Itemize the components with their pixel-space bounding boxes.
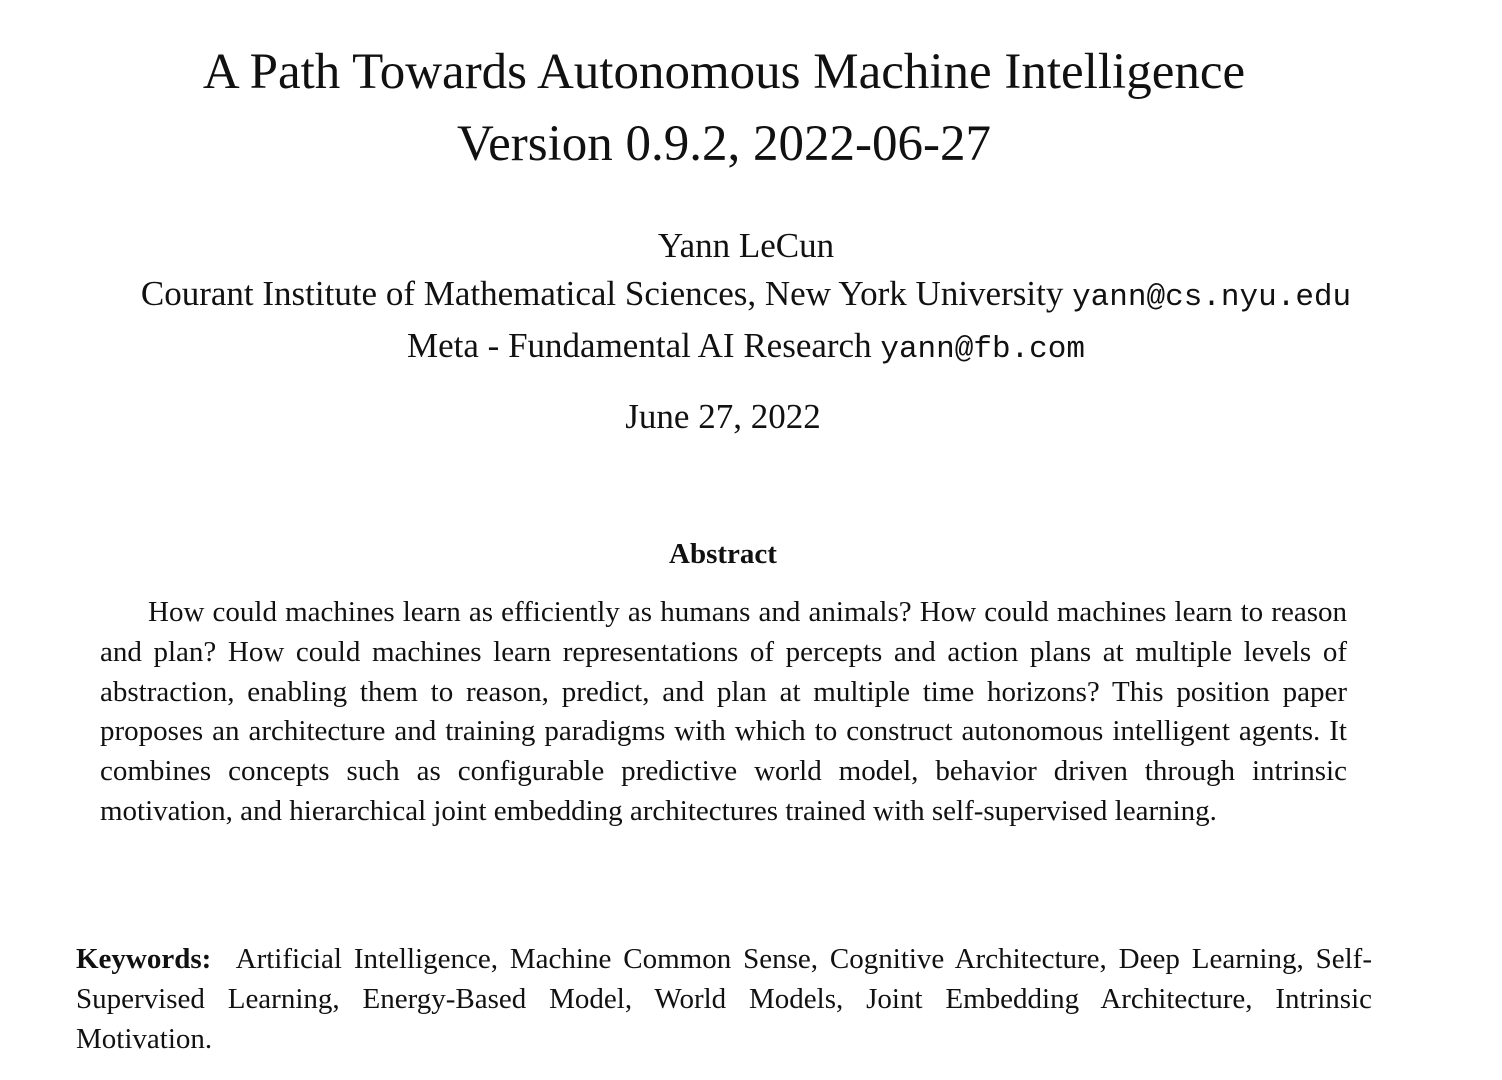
title-block (0, 36, 1448, 180)
paper-version: Version 0.9.2, 2022-06-27 (456, 116, 992, 172)
author-name: Yann LeCun (657, 226, 835, 265)
keywords-text: Artificial Intelligence, Machine Common Sense, Cognitive Architecture, Deep Learning, Self-Supervised Learning, Energy-Based Model, World Models, Joint Embedding Architecture, Intrinsic Motivation. (76, 943, 1372, 1055)
affiliation-2: Meta - Fundamental AI Research (407, 326, 872, 365)
email-1[interactable]: yann@cs.nyu.edu (1072, 280, 1352, 315)
affiliation-line-2 (0, 322, 1492, 374)
paper-date: June 27, 2022 (625, 397, 821, 436)
affiliation-1: Courant Institute of Mathematical Sciences, New York University (140, 274, 1064, 313)
keywords-label: Keywords: (76, 943, 212, 975)
paper-title: A Path Towards Autonomous Machine Intelligence (202, 44, 1246, 100)
abstract-text: How could machines learn as efficiently as humans and animals? How could machines learn to reason and plan? How could machines learn representations of percepts and action plans at multiple levels of abstraction, enabling them to reason, predict, and plan at multiple time horizons? This position paper proposes an architecture and training paradigms with which to construct autonomous intelligent agents. It combines concepts such as configurable predictive world model, behavior driven through intrinsic motivation, and hierarchical joint embedding architectures trained with self-supervised learning. (100, 596, 1347, 827)
keywords-paragraph (76, 940, 1372, 1059)
email-2[interactable]: yann@fb.com (880, 332, 1085, 367)
author-block (0, 222, 1492, 374)
affiliation-line-1 (0, 270, 1492, 322)
abstract-heading: Abstract (669, 538, 777, 570)
